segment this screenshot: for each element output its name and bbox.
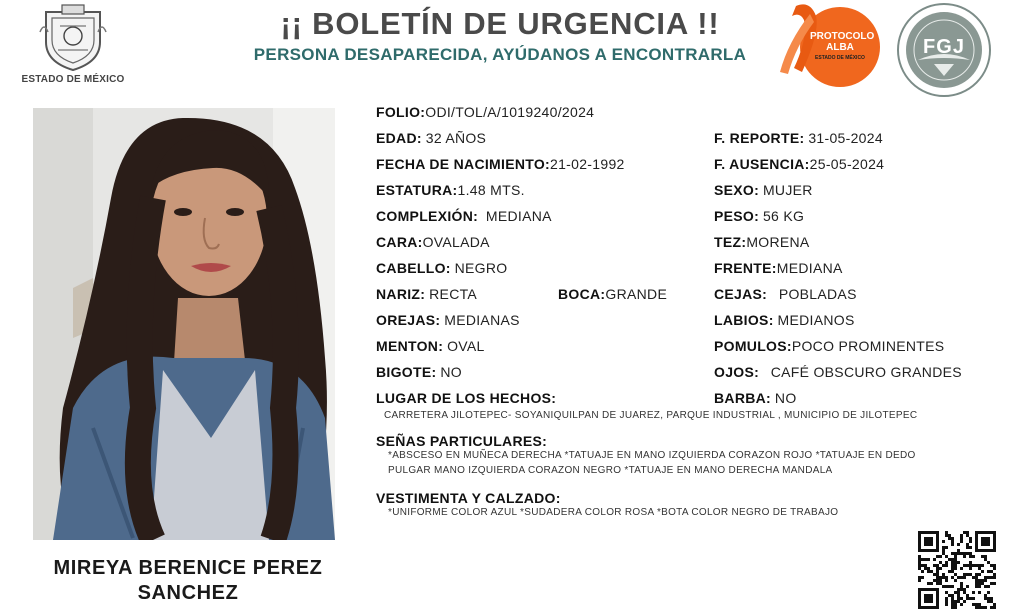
field-value: POBLADAS [778, 286, 857, 302]
field-label: LUGAR DE LOS HECHOS: [376, 390, 557, 406]
field-label: CEJAS: [714, 286, 768, 302]
field-lugar [376, 389, 556, 407]
field-cejas [714, 285, 857, 303]
field-barba [714, 389, 797, 407]
missing-person-photo [33, 108, 335, 540]
alba-line3: ESTADO DE MÉXICO [815, 55, 865, 61]
field-label: SEÑAS PARTICULARES: [376, 433, 548, 449]
person-name-line2: SANCHEZ [137, 582, 239, 604]
alba-text [810, 31, 875, 61]
person-name-line1: MIREYA BERENICE PEREZ [53, 557, 323, 579]
qr-code-icon [918, 531, 996, 609]
field-label: BIGOTE: [376, 364, 437, 380]
field-label: FRENTE: [714, 260, 777, 276]
field-value: MEDIANA [485, 208, 552, 224]
field-label: EDAD: [376, 130, 422, 146]
field-label: COMPLEXIÓN: [376, 208, 479, 224]
coat-of-arms-icon [38, 2, 108, 72]
field-value: MUJER [762, 182, 813, 198]
senas-particulares-text [388, 448, 916, 478]
field-value: NO [440, 364, 462, 380]
field-pomulos [714, 337, 944, 355]
field-label: NARIZ: [376, 286, 426, 302]
field-value: 56 KG [762, 208, 805, 224]
field-folio [376, 103, 594, 121]
field-label: F. REPORTE: [714, 130, 805, 146]
field-f-reporte [714, 129, 883, 147]
field-label: F. AUSENCIA: [714, 156, 810, 172]
person-name [20, 556, 356, 606]
field-label: SEXO: [714, 182, 760, 198]
qr-code[interactable] [918, 531, 996, 609]
field-label: BARBA: [714, 390, 772, 406]
field-ojos [714, 363, 962, 381]
field-label: FOLIO: [376, 104, 426, 120]
protocolo-alba-logo [776, 2, 888, 92]
field-label: PESO: [714, 208, 760, 224]
field-label: VESTIMENTA Y CALZADO: [376, 490, 561, 506]
field-value: 32 AÑOS [425, 130, 487, 146]
field-value: CAFÉ OBSCURO GRANDES [770, 364, 962, 380]
field-value: POCO PROMINENTES [791, 338, 945, 354]
field-value: ODI/TOL/A/1019240/2024 [425, 104, 595, 120]
field-boca [558, 285, 667, 303]
field-label: OJOS: [714, 364, 760, 380]
alba-line2: ALBA [826, 42, 854, 53]
field-value: 1.48 MTS. [457, 182, 525, 198]
alba-line1: PROTOCOLO [810, 31, 875, 42]
field-value: NO [774, 390, 797, 406]
field-value: MEDIANAS [444, 312, 520, 328]
portrait-image [33, 108, 335, 540]
vestimenta-text: *UNIFORME COLOR AZUL *SUDADERA COLOR ROSA *BOTA COLOR NEGRO DE TRABAJO [388, 507, 839, 518]
field-sexo [714, 181, 813, 199]
field-label: MENTON: [376, 338, 444, 354]
lugar-de-los-hechos-text: CARRETERA JILOTEPEC- SOYANIQUILPAN DE JUAREZ, PARQUE INDUSTRIAL , MUNICIPIO DE JILOTEPEC [384, 410, 918, 421]
estado-de-mexico-label: ESTADO DE MÉXICO [21, 74, 125, 85]
field-bigote [376, 363, 462, 381]
field-estatura [376, 181, 525, 199]
field-value: RECTA [429, 286, 478, 302]
field-fecha-nacimiento [376, 155, 625, 173]
field-value: 25-05-2024 [809, 156, 885, 172]
field-value: 31-05-2024 [808, 130, 883, 146]
field-complexion [376, 207, 552, 225]
field-value: 21-02-1992 [550, 156, 625, 172]
field-menton [376, 337, 485, 355]
senas-line2: PULGAR MANO IZQUIERDA CORAZON NEGRO *TATUAJE EN MANO DERECHA MANDALA [388, 465, 833, 476]
field-label: TEZ: [714, 234, 747, 250]
field-value: MEDIANOS [777, 312, 855, 328]
fgj-seal [896, 2, 992, 98]
field-peso [714, 207, 804, 225]
bulletin-title: ¡¡ BOLETÍN DE URGENCIA !! [280, 6, 720, 41]
field-cabello [376, 259, 507, 277]
field-value: OVALADA [422, 234, 490, 250]
field-value: OVAL [447, 338, 485, 354]
field-f-ausencia [714, 155, 884, 173]
field-orejas [376, 311, 520, 329]
field-label: BOCA: [558, 286, 606, 302]
field-edad [376, 129, 486, 147]
field-labios [714, 311, 855, 329]
fgj-label: FGJ [923, 36, 965, 58]
field-label: FECHA DE NACIMIENTO: [376, 156, 550, 172]
senas-line1: *ABSCESO EN MUÑECA DERECHA *TATUAJE EN MANO IZQUIERDA CORAZON ROJO *TATUAJE EN DEDO [388, 450, 916, 461]
field-label: POMULOS: [714, 338, 792, 354]
field-value: MORENA [746, 234, 810, 250]
field-frente [714, 259, 843, 277]
estado-de-mexico-logo [18, 2, 128, 92]
field-label: LABIOS: [714, 312, 774, 328]
field-label: CABELLO: [376, 260, 451, 276]
field-value: GRANDE [605, 286, 668, 302]
field-label: ESTATURA: [376, 182, 458, 198]
field-label: CARA: [376, 234, 423, 250]
bulletin-subtitle: PERSONA DESAPARECIDA, AYÚDANOS A ENCONTRARLA [253, 45, 747, 64]
field-cara [376, 233, 490, 251]
field-value: MEDIANA [776, 260, 843, 276]
field-label: OREJAS: [376, 312, 441, 328]
field-nariz [376, 285, 477, 303]
field-value: NEGRO [454, 260, 508, 276]
field-tez [714, 233, 810, 251]
